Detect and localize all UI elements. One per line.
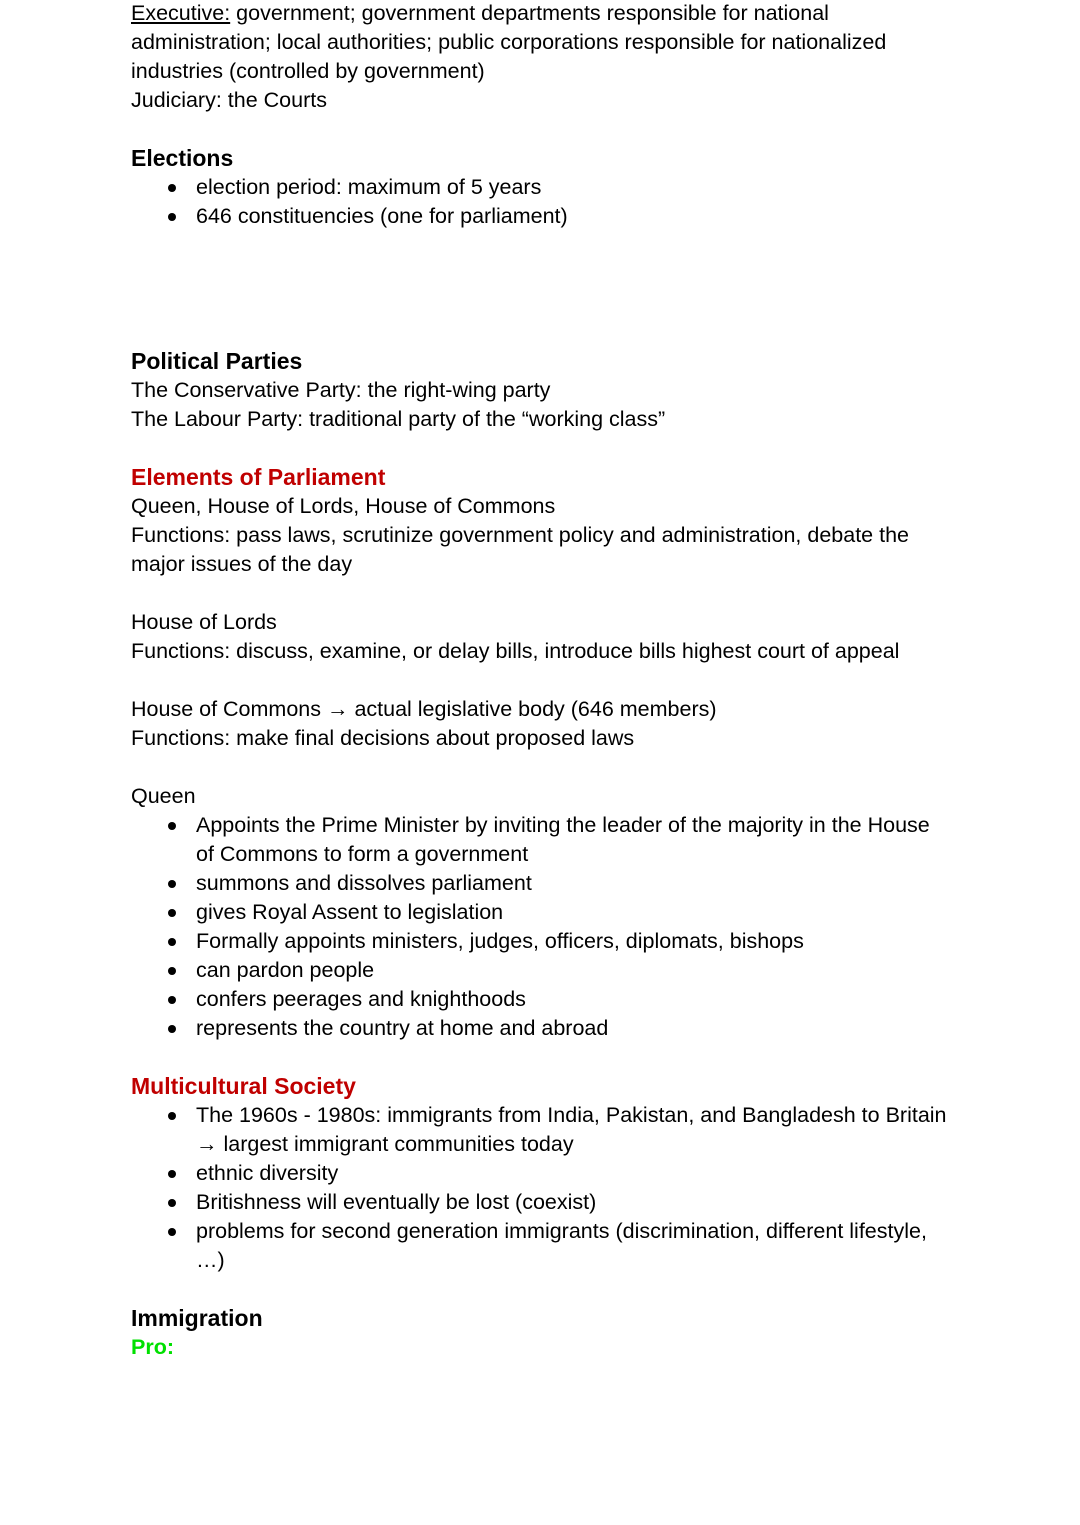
- elections-list: [131, 173, 951, 231]
- commons-functions: Functions: make final decisions about proposed laws: [131, 726, 635, 750]
- pro-label: Pro:: [131, 1335, 174, 1359]
- list-item: summons and dissolves parliament: [131, 869, 951, 898]
- list-item: election period: maximum of 5 years: [131, 173, 951, 202]
- list-item: Appoints the Prime Minister by inviting the leader of the majority in the House of Commons to form a government: [131, 811, 951, 869]
- political-parties-heading: Political Parties: [131, 348, 303, 374]
- conservative-line: The Conservative Party: the right-wing party: [131, 378, 551, 402]
- executive-text: government; government departments responsible for national administration; local authorities; public corporations responsible for nationalized industries (controlled by government): [131, 1, 887, 83]
- immigration-heading: Immigration: [131, 1305, 263, 1331]
- list-item: Formally appoints ministers, judges, officers, diplomats, bishops: [131, 927, 951, 956]
- commons-title: House of Commons → actual legislative body (646 members): [131, 697, 717, 721]
- list-item: 646 constituencies (one for parliament): [131, 202, 951, 231]
- parliament-functions: Functions: pass laws, scrutinize government policy and administration, debate the major issues of the day: [131, 523, 909, 576]
- lords-title: House of Lords: [131, 610, 277, 634]
- queen-title: Queen: [131, 784, 196, 808]
- lords-functions: Functions: discuss, examine, or delay bills, introduce bills highest court of appeal: [131, 639, 900, 663]
- list-item: gives Royal Assent to legislation: [131, 898, 951, 927]
- parliament-members: Queen, House of Lords, House of Commons: [131, 494, 556, 518]
- elections-heading: Elections: [131, 145, 234, 171]
- list-item: can pardon people: [131, 956, 951, 985]
- parliament-heading: Elements of Parliament: [131, 464, 386, 490]
- list-item: Britishness will eventually be lost (coexist): [131, 1188, 951, 1217]
- judiciary-line: Judiciary: the Courts: [131, 88, 327, 112]
- list-item: problems for second generation immigrants (discrimination, different lifestyle, …): [131, 1217, 951, 1275]
- multicultural-list: [131, 1101, 951, 1275]
- queen-list: [131, 811, 951, 1043]
- list-item-text: The 1960s - 1980s: immigrants from India, Pakistan, and Bangladesh to Britain: [196, 1103, 947, 1127]
- document-page: [131, 0, 951, 1362]
- list-item: represents the country at home and abroad: [131, 1014, 951, 1043]
- list-item-subline: → largest immigrant communities today: [196, 1132, 574, 1156]
- list-item: [131, 1101, 951, 1159]
- executive-paragraph: [131, 0, 951, 86]
- labour-line: The Labour Party: traditional party of the “working class”: [131, 407, 666, 431]
- executive-label: Executive:: [131, 1, 231, 25]
- list-item: confers peerages and knighthoods: [131, 985, 951, 1014]
- multicultural-heading: Multicultural Society: [131, 1073, 356, 1099]
- list-item: ethnic diversity: [131, 1159, 951, 1188]
